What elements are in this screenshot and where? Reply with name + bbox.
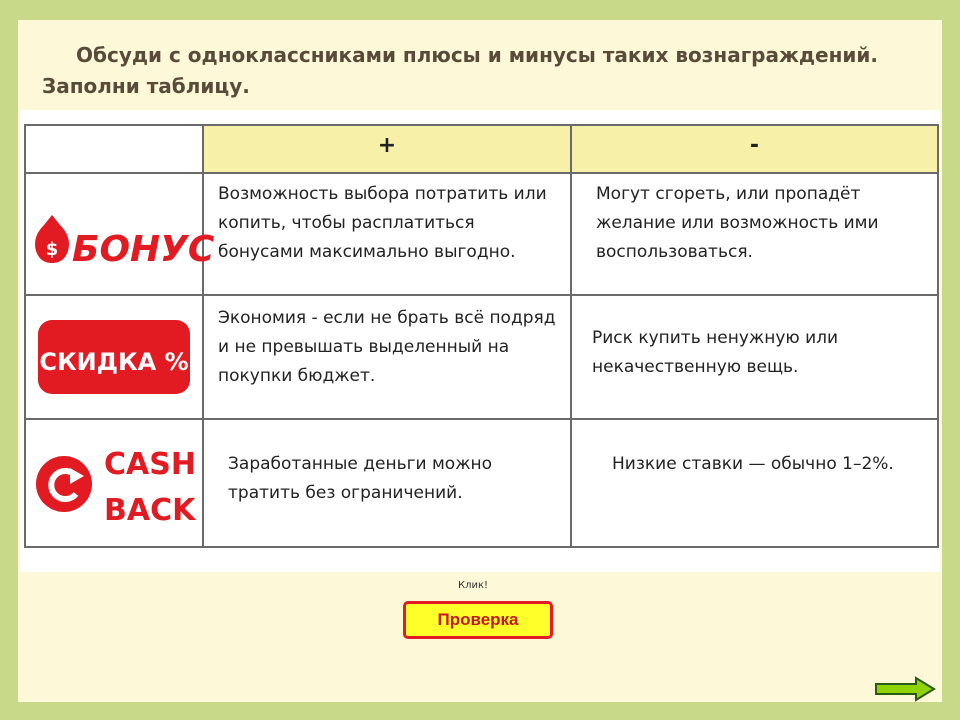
discount-logo-text: СКИДКА %	[39, 348, 189, 376]
cashback-logo	[26, 420, 202, 546]
bonus-plus-text: Возможность выбора потратить или копить, чтобы расплатиться бонусами максимально выгодно.	[218, 184, 547, 262]
table-row-discount	[25, 295, 938, 419]
svg-text:$: $	[45, 239, 59, 260]
click-hint: Клик!	[458, 580, 489, 591]
header-empty-cell	[25, 125, 203, 173]
rewards-table	[24, 124, 939, 548]
discount-plus-cell	[203, 295, 571, 419]
plus-sign: +	[377, 133, 397, 158]
table-row-cashback	[25, 419, 938, 547]
minus-sign: -	[749, 133, 760, 158]
task-title	[42, 40, 922, 102]
title-line-1: Обсуди с одноклассниками плюсы и минусы таких вознаграждений.	[76, 43, 879, 67]
check-button[interactable]: Проверка	[403, 601, 553, 639]
header-minus-cell	[571, 125, 938, 173]
table-header-row	[25, 125, 938, 173]
cashback-plus-text: Заработанные деньги можно тратить без ограничений.	[228, 454, 493, 503]
bonus-logo-text: БОНУС	[72, 229, 215, 270]
discount-plus-text: Экономия - если не брать всё подряд и не превышать выделенный на покупки бюджет.	[218, 308, 556, 386]
header-plus-cell	[203, 125, 571, 173]
table-row-bonus	[25, 173, 938, 295]
cashback-logo-line2: BACK	[104, 493, 196, 528]
cashback-minus-cell	[571, 419, 938, 547]
bonus-logo	[26, 174, 215, 294]
bonus-plus-cell	[203, 173, 571, 295]
discount-logo-cell	[25, 295, 203, 419]
cashback-minus-text: Низкие ставки — обычно 1–2%.	[612, 454, 894, 474]
bonus-minus-text: Могут сгореть, или пропадёт желание или возможность ими воспользоваться.	[596, 184, 879, 262]
discount-minus-text: Риск купить ненужную или некачественную вещь.	[592, 328, 839, 377]
discount-logo	[26, 296, 202, 418]
money-bag-icon	[30, 189, 215, 279]
cashback-plus-cell	[203, 419, 571, 547]
bonus-logo-cell	[25, 173, 215, 295]
cashback-logo-line1: CASH	[104, 447, 196, 482]
rewards-table-area	[20, 110, 940, 572]
bonus-minus-cell	[571, 173, 938, 295]
discount-minus-cell	[571, 295, 938, 419]
next-arrow-icon[interactable]	[874, 676, 936, 702]
title-line-2: Заполни таблицу.	[42, 74, 250, 98]
cashback-logo-cell	[25, 419, 203, 547]
refresh-arrow-icon	[36, 456, 92, 512]
